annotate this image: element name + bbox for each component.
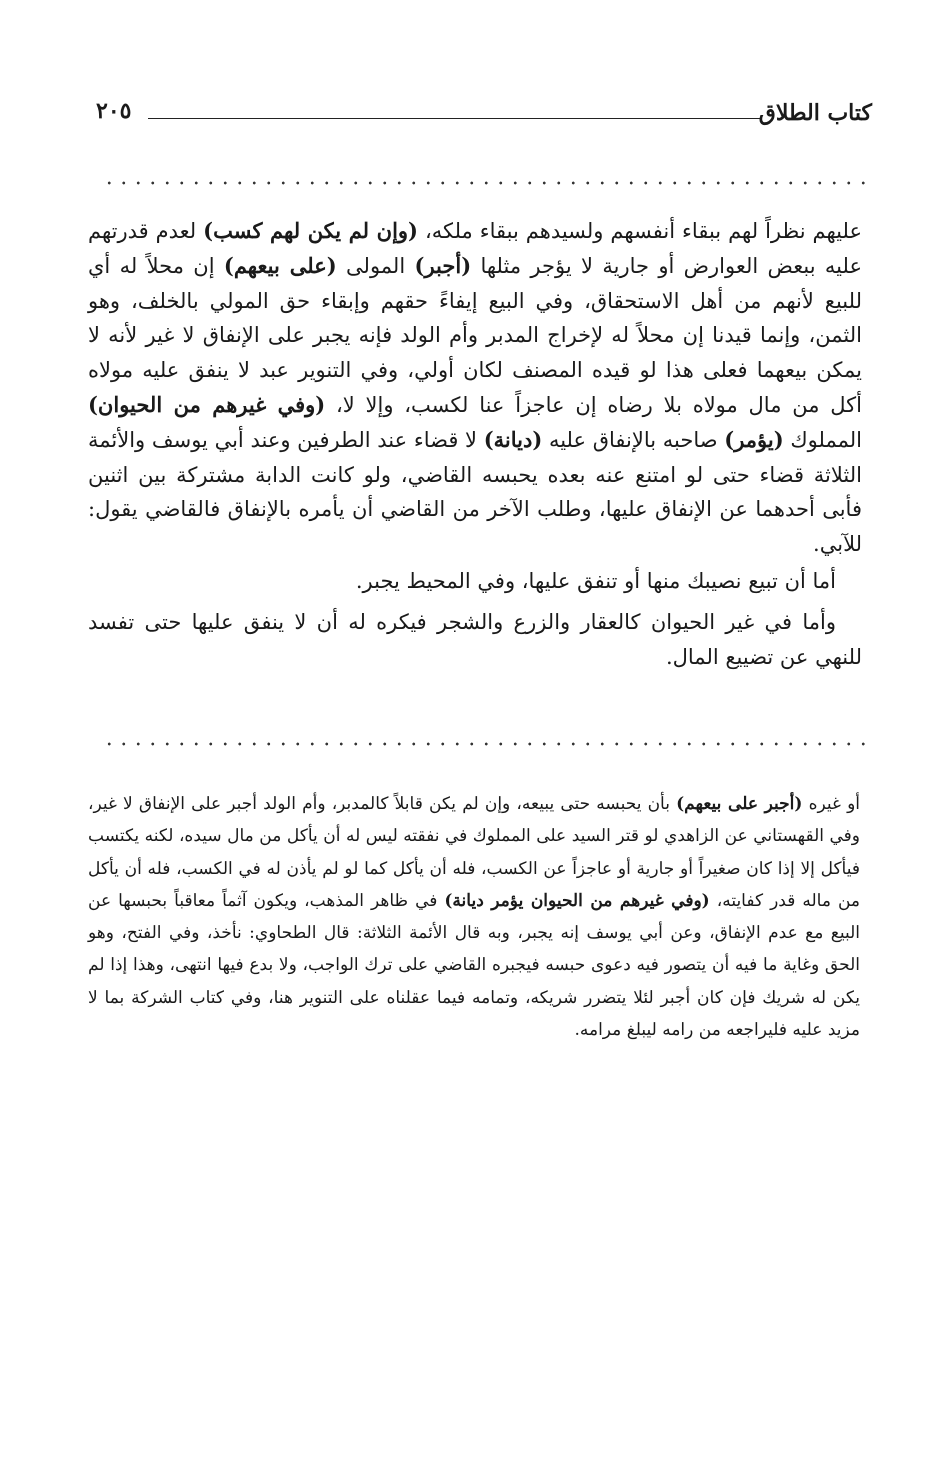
text-segment: المملوك [783,427,862,452]
main-text-block [88,214,862,674]
dotted-separator-notes [102,741,870,747]
text-segment: وأما في غير الحيوان كالعقار والزرع والشجر فيكره له أن لا ينفق عليها حتى تفسد للنهي عن تضييع المال. [88,609,862,669]
text-segment: المولى [336,253,415,278]
main-paragraph-3 [88,605,862,675]
text-segment: أو غيره [802,794,860,814]
bold-text-segment: (أجبر) [414,252,472,278]
text-segment: لا قضاء عند الطرفين وعند أبي يوسف والأئمة الثلاثة قضاء حتى لو امتنع عنه بعده يحبسه القاضي، ولو كانت الدابة مشتركة بين اثنين فأبى أحدهما عن الإنفاق عليها، وطلب الآخر من القاضي أن يأمره بالإنفاق فالقاضي يقول: للآبي. [88,427,862,557]
commentary-text-block [88,788,860,1046]
commentary-paragraph-1 [88,788,860,1046]
text-segment: في ظاهر المذهب، ويكون آثماً معاقباً بحبسها عن البيع مع عدم الإنفاق، وعن أبي يوسف إنه يجبر، وبه قال الأئمة الثلاثة: قال الطحاوي: نأخذ، وفي الفتح، وهو الحق وغاية ما فيه أن يتصور فيه دعوى حبسه فيجبره القاضي على ترك الواجب، ولا بدع فيها انتهى، وهذا إذا لم يكن له شريك فإن كان أجبر لئلا يتضرر شريكه، وتمامه فيما عقلناه على التنوير هنا، وفي كتاب الشركة بما لا مزيد عليه فليراجعه من رامه ليبلغ مرامه. [88,890,860,1041]
bold-text-segment: (يؤمر) [724,426,784,452]
text-segment: لعدم قدرتهم عليه ببعض العوارض أو جارية لا يؤجر مثلها [88,219,862,278]
header-rule [148,118,760,119]
chapter-title: كتاب الطلاق [758,100,872,126]
page-number: ٢٠٥ [96,98,132,124]
running-header [92,96,872,136]
text-segment: صاحبه بالإنفاق عليه [542,427,725,452]
text-segment: أما أن تبيع نصيبك منها أو تنفق عليها، وفي المحيط يجبر. [355,568,836,593]
bold-text-segment: (وفي غيرهم من الحيوان يؤمر ديانة) [444,890,710,911]
bold-text-segment: (أجبر على بيعهم) [676,794,803,814]
bold-text-segment: (وفي غيرهم من الحيوان) [88,391,326,417]
dotted-separator-top [102,180,870,186]
bold-text-segment: (وإن لم يكن لهم كسب) [203,218,418,243]
text-segment: إن محلاً له أي للبيع لأنهم من أهل الاستحقاق، وفي البيع إيفاءً حقهم وإبقاء حق المولي بالخلف، وهو الثمن، وإنما قيدنا إن محلاً له لإخراج المدبر وأم الولد فإنه يجبر على الإنفاق لا غير لأنه لا يمكن بيعهما فعلى هذا لو قيده المصنف لكان أولي، وفي التنوير عبد لا ينفق عليه مولاه أكل من مال مولاه بلا رضاه إن عاجزاً عنا لكسب، وإلا لا، [88,253,862,417]
main-paragraph-1 [88,214,862,562]
text-segment: بأن يحبسه حتى يبيعه، وإن لم يكن قابلاً كالمدبر، وأم الولد أجبر على الإنفاق لا غير، وفي القهستاني عن الزاهدي لو قتر السيد على المملوك في نفقته ليس له أن يأكل من مال سيده، لكنه يكتسب فيأكل إلا إذا كان صغيراً أو جارية أو عاجزاً عن الكسب، فله أن يأكل كما لو لم يأذن له في الكسب، فله أن يأكل من ماله قدر كفايته، [88,794,860,911]
bold-text-segment: (ديانة) [483,426,543,452]
bold-text-segment: (على بيعهم) [223,252,337,278]
text-segment: عليهم نظراً لهم ببقاء أنفسهم ولسيدهم ببقاء ملكه، [418,219,862,243]
main-paragraph-2 [88,564,862,599]
